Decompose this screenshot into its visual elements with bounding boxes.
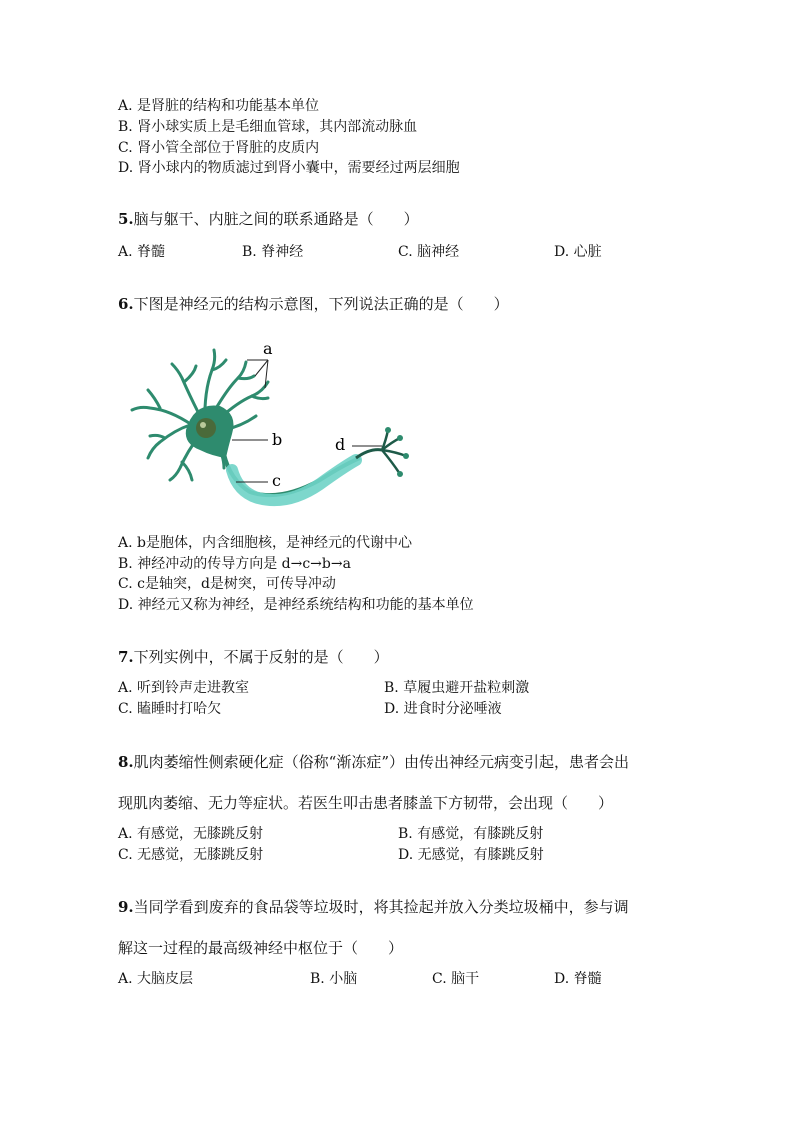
- question-9-number: 9.: [118, 898, 134, 916]
- axon: [224, 450, 382, 500]
- question-6-text: 下图是神经元的结构示意图，下列说法正确的是（ ）: [133, 295, 509, 313]
- question-5-number: 5.: [118, 210, 134, 228]
- question-7-text: 下列实例中，不属于反射的是（ ）: [133, 648, 389, 666]
- q7-option-d: D. 进食时分泌唾液: [384, 701, 502, 717]
- question-6-number: 6.: [118, 295, 134, 313]
- q4-option-a: A. 是肾脏的结构和功能基本单位: [118, 98, 320, 114]
- q8-option-a: A. 有感觉，无膝跳反射: [118, 826, 264, 842]
- q7-option-a: A. 听到铃声走进教室: [118, 680, 250, 696]
- q7-option-c: C. 瞌睡时打哈欠: [118, 701, 222, 717]
- q5-option-c: C. 脑神经: [398, 244, 460, 260]
- q5-option-d: D. 心脏: [554, 244, 602, 260]
- q4-option-c: C. 肾小管全部位于肾脏的皮质内: [118, 140, 320, 156]
- question-8-text-1: 肌肉萎缩性侧索硬化症（俗称“渐冻症”）由传出神经元病变引起，患者会出: [133, 753, 630, 771]
- q8-option-b: B. 有感觉，有膝跳反射: [398, 826, 544, 842]
- q8-option-d: D. 无感觉，有膝跳反射: [398, 847, 544, 863]
- question-9-text-1: 当同学看到废弃的食品袋等垃圾时，将其捡起并放入分类垃圾桶中，参与调: [133, 898, 629, 916]
- cell-body: [186, 406, 234, 459]
- label-b: b: [272, 430, 283, 449]
- q4-option-b: B. 肾小球实质上是毛细血管球，其内部流动脉血: [118, 119, 418, 135]
- question-7-number: 7.: [118, 648, 134, 666]
- q7-option-b: B. 草履虫避开盐粒刺激: [384, 680, 530, 696]
- q8-option-c: C. 无感觉，无膝跳反射: [118, 847, 264, 863]
- q5-option-a: A. 脊髓: [118, 244, 166, 260]
- q9-option-d: D. 脊髓: [554, 971, 602, 987]
- q5-option-b: B. 脊神经: [242, 244, 304, 260]
- question-5-stem: [118, 208, 419, 230]
- label-d: d: [335, 435, 346, 454]
- neuron-diagram: [120, 330, 420, 525]
- question-9-stem-line-2: 解这一过程的最高级神经中枢位于（ ）: [118, 939, 404, 957]
- q6-option-d: D. 神经元又称为神经，是神经系统结构和功能的基本单位: [118, 597, 474, 613]
- q9-option-a: A. 大脑皮层: [118, 971, 194, 987]
- question-8-stem-line-2: 现肌肉萎缩、无力等症状。若医生叩击患者膝盖下方韧带，会出现（ ）: [118, 794, 614, 812]
- label-c: c: [272, 471, 281, 490]
- label-a: a: [263, 339, 273, 358]
- question-9-stem-line-1: [118, 896, 629, 918]
- question-7-stem: [118, 646, 389, 668]
- q6-option-a: A. b是胞体，内含细胞核，是神经元的代谢中心: [118, 535, 412, 551]
- question-8-number: 8.: [118, 753, 134, 771]
- myelin-sheath: [232, 460, 356, 500]
- question-5-text: 脑与躯干、内脏之间的联系通路是（ ）: [133, 210, 419, 228]
- question-8-stem-line-1: [118, 751, 629, 773]
- q4-option-d: D. 肾小球内的物质滤过到肾小囊中，需要经过两层细胞: [118, 160, 460, 176]
- question-6-stem: [118, 293, 509, 315]
- q9-option-c: C. 脑干: [432, 971, 480, 987]
- q6-option-b: B. 神经冲动的传导方向是 d→c→b→a: [118, 556, 351, 572]
- nucleus: [196, 418, 216, 438]
- q6-option-c: C. c是轴突，d是树突，可传导冲动: [118, 576, 336, 592]
- q9-option-b: B. 小脑: [310, 971, 358, 987]
